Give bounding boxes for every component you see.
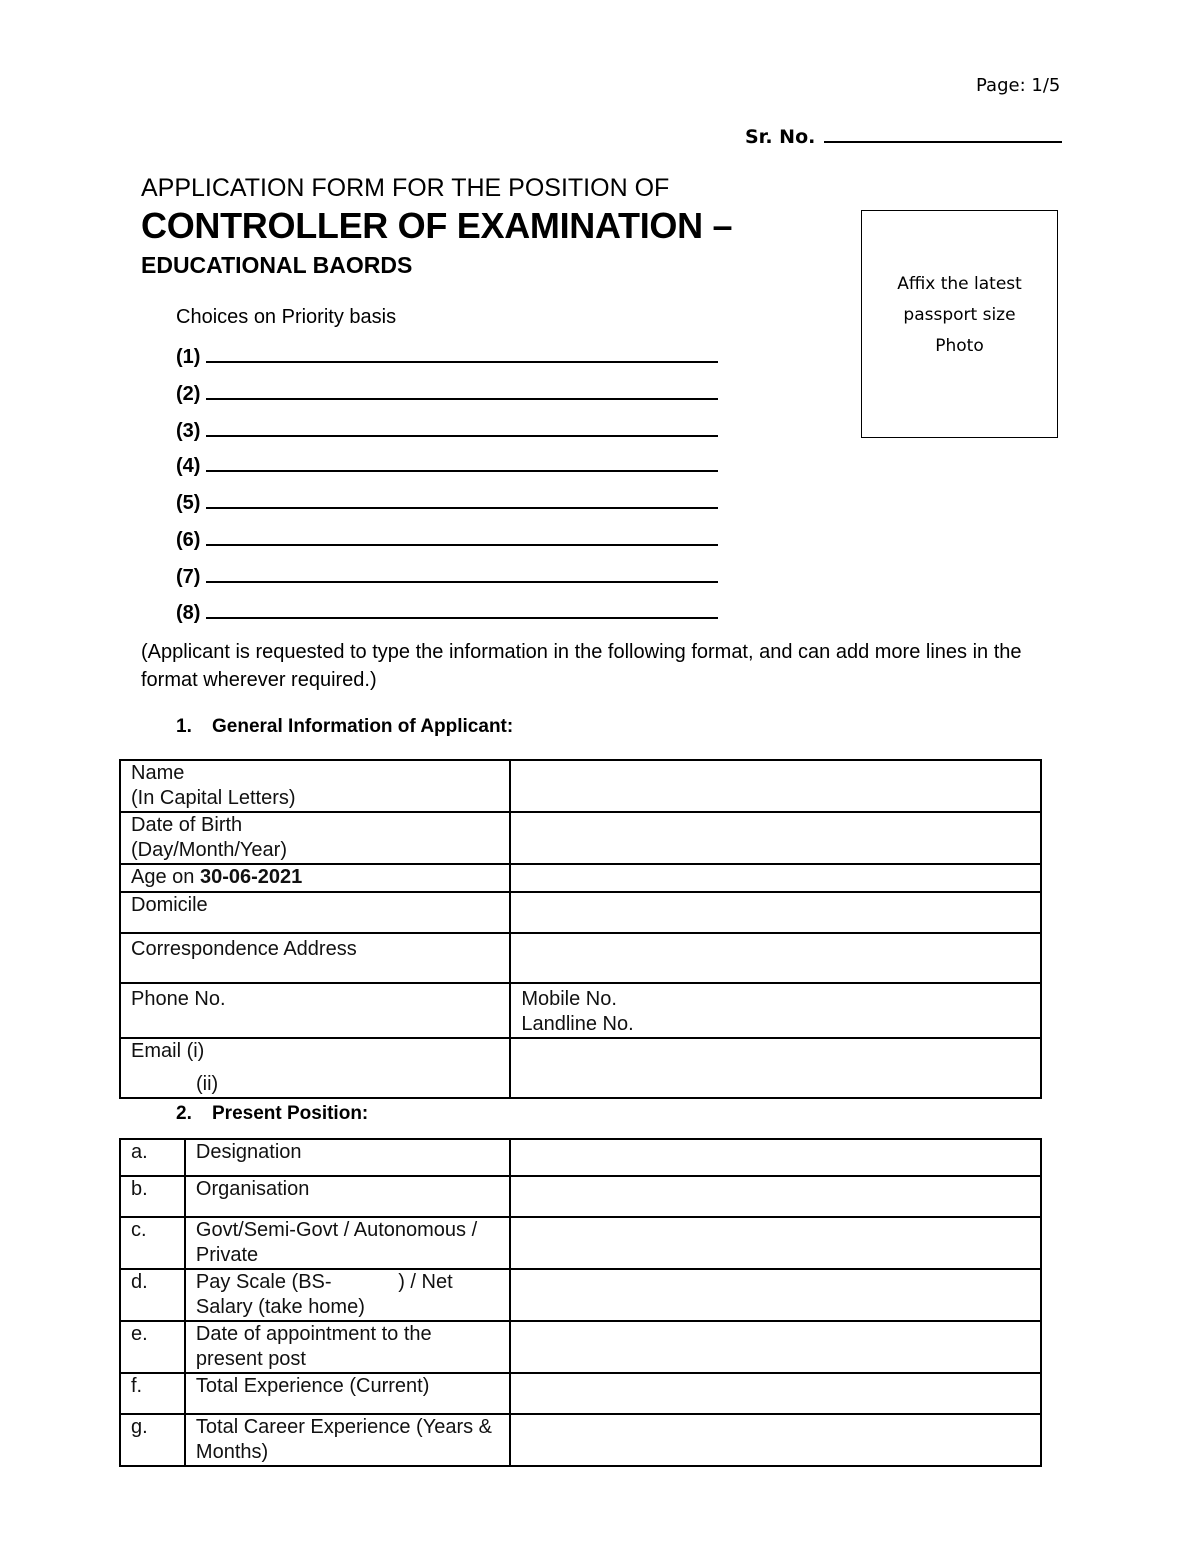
present-position-table [119,1138,1042,1467]
choice-number: (6) [176,529,201,551]
row-label: Total Experience (Current) [185,1373,510,1414]
choice-line[interactable] [176,529,718,552]
row-label: Govt/Semi-Govt / Autonomous / Private [185,1217,510,1269]
row-letter: g. [120,1414,185,1466]
current-experience-input-cell[interactable] [510,1373,1041,1414]
email-input-cell[interactable] [510,1038,1041,1098]
choice-line[interactable] [176,602,718,625]
table-row [120,1321,1041,1373]
appointment-date-input-cell[interactable] [510,1321,1041,1373]
phone-input-cell[interactable] [510,983,1041,1038]
choices-label: Choices on Priority basis [176,306,397,328]
domicile-label: Domicile [131,894,208,916]
row-letter: d. [120,1269,185,1321]
table-row [120,892,1041,933]
dob-sublabel: (Day/Month/Year) [131,839,287,861]
phone-label: Phone No. [131,988,226,1010]
choice-number: (4) [176,455,201,477]
choice-number: (8) [176,602,201,624]
name-label-cell [120,760,510,812]
choice-number: (3) [176,420,201,442]
pay-scale-input-cell[interactable] [510,1269,1041,1321]
age-label: Age on [131,866,195,888]
dob-input-cell[interactable] [510,812,1041,864]
email-label: Email (i) [131,1040,205,1062]
choice-number: (5) [176,492,201,514]
choice-line[interactable] [176,383,718,406]
address-label: Correspondence Address [131,938,357,960]
section2-heading [176,1103,368,1125]
table-row [120,933,1041,983]
form-title-line3: EDUCATIONAL BAORDS [141,252,413,278]
table-row [120,1038,1041,1098]
age-label-cell [120,864,510,892]
domicile-input-cell[interactable] [510,892,1041,933]
row-letter: c. [120,1217,185,1269]
instruction-note: (Applicant is requested to type the information in the following format, and can add more lines in the format wherever required.) [141,641,1022,691]
domicile-label-cell [120,892,510,933]
row-letter: a. [120,1139,185,1176]
row-label: Organisation [185,1176,510,1217]
section2-number: 2. [176,1103,192,1124]
photo-text-line1: Affix the latest [897,274,1022,294]
row-label: Pay Scale (BS- ) / Net Salary (take home) [185,1269,510,1321]
form-title-line2: CONTROLLER OF EXAMINATION – [141,205,733,246]
name-input-cell[interactable] [510,760,1041,812]
name-label: Name [131,762,185,784]
table-row [120,1414,1041,1466]
section1-title: General Information of Applicant: [212,716,514,737]
general-info-table [119,759,1042,1099]
serial-number-field[interactable] [745,126,1062,148]
age-date: 30-06-2021 [199,866,303,888]
mobile-label: Mobile No. [521,988,617,1010]
choice-line[interactable] [176,346,718,369]
choice-line[interactable] [176,566,718,589]
photo-text-line2: passport size [903,305,1016,325]
row-label: Designation [185,1139,510,1176]
career-experience-input-cell[interactable] [510,1414,1041,1466]
choice-number: (7) [176,566,201,588]
choice-line[interactable] [176,492,718,515]
choice-line[interactable] [176,455,718,478]
address-input-cell[interactable] [510,933,1041,983]
phone-label-cell [120,983,510,1038]
row-letter: e. [120,1321,185,1373]
row-label: Total Career Experience (Years & Months) [185,1414,510,1466]
page-number: Page: 1/5 [976,75,1061,96]
dob-label: Date of Birth [131,814,243,836]
section2-title: Present Position: [212,1103,369,1124]
table-row [120,1269,1041,1321]
section1-number: 1. [176,716,192,737]
organisation-input-cell[interactable] [510,1176,1041,1217]
serial-number-blank[interactable] [824,127,1062,143]
govt-type-input-cell[interactable] [510,1217,1041,1269]
landline-label: Landline No. [521,1013,634,1035]
designation-input-cell[interactable] [510,1139,1041,1176]
table-row [120,1373,1041,1414]
table-row [120,1217,1041,1269]
row-label: Date of appointment to the present post [185,1321,510,1373]
table-row [120,760,1041,812]
email-sublabel: (ii) [196,1073,219,1095]
email-label-cell [120,1038,510,1098]
address-label-cell [120,933,510,983]
name-sublabel: (In Capital Letters) [131,787,296,809]
form-title-line1: APPLICATION FORM FOR THE POSITION OF [141,174,670,202]
table-row [120,983,1041,1038]
age-input-cell[interactable] [510,864,1041,892]
section1-heading [176,716,513,738]
table-row [120,1139,1041,1176]
photo-box [861,210,1058,438]
choice-number: (2) [176,383,201,405]
table-row [120,864,1041,892]
dob-label-cell [120,812,510,864]
choice-number: (1) [176,346,201,368]
serial-number-label: Sr. No. [745,126,816,148]
table-row [120,1176,1041,1217]
row-letter: b. [120,1176,185,1217]
row-letter: f. [120,1373,185,1414]
table-row [120,812,1041,864]
photo-text-line3: Photo [935,336,984,356]
choice-line[interactable] [176,420,718,443]
